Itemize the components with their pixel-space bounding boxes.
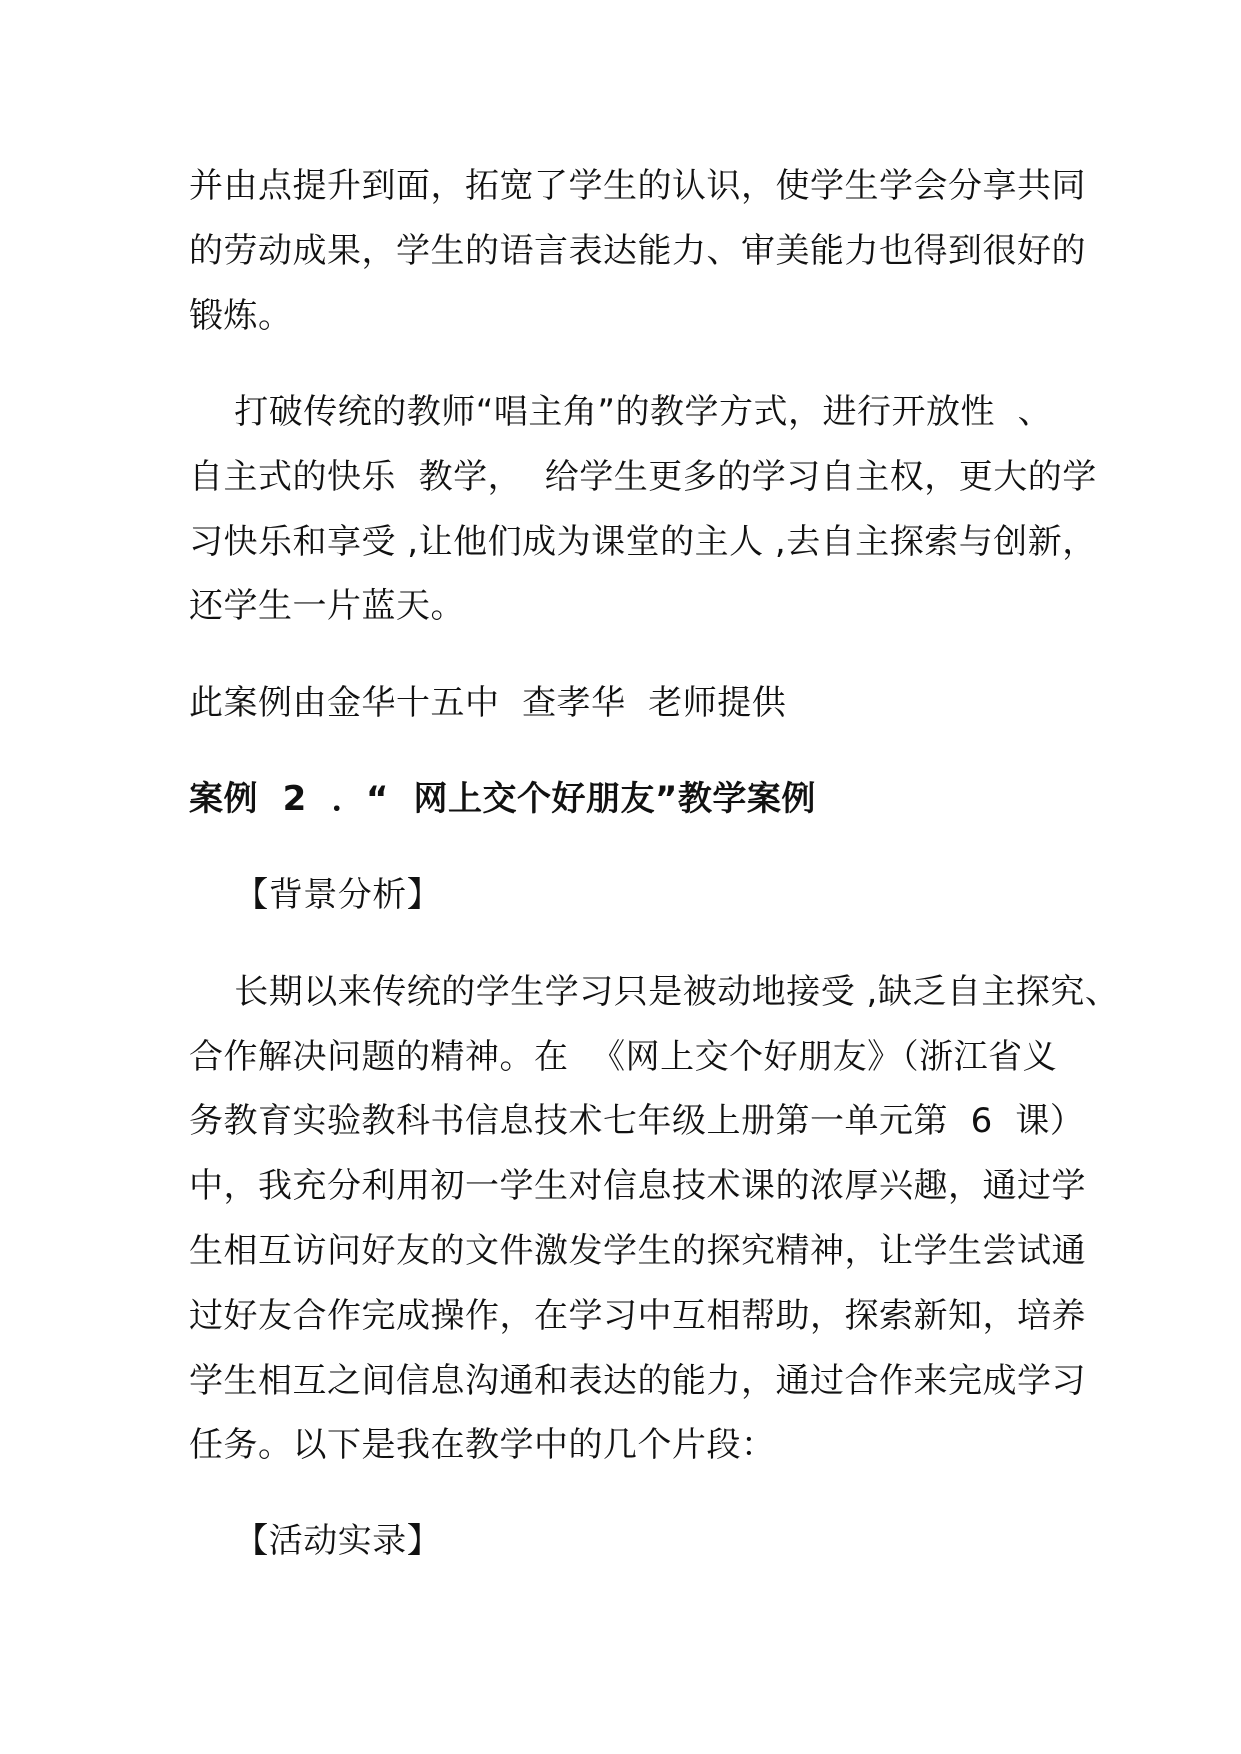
paragraph-2-line-2: 自主式的快乐 教学， 给学生更多的学习自主权，更大的学 — [189, 457, 1097, 497]
paragraph-3-line-3: 务教育实验教科书信息技术七年级上册第一单元第 6 课） — [189, 1101, 1085, 1141]
paragraph-3-line-8: 任务。以下是我在教学中的几个片段： — [189, 1425, 776, 1465]
paragraph-3-line-4: 中，我充分利用初一学生对信息技术课的浓厚兴趣，通过学 — [189, 1166, 1086, 1206]
activity-heading: 【活动实录】 — [189, 1521, 442, 1561]
paragraph-3-line-1: 长期以来传统的学生学习只是被动地接受 ,缺乏自主探究、 — [189, 972, 1120, 1012]
paragraph-2-line-3: 习快乐和享受 ,让他们成为课堂的主人 ,去自主探索与创新， — [189, 522, 1097, 562]
paragraph-1-line-1: 并由点提升到面，拓宽了学生的认识，使学生学会分享共同 — [189, 166, 1086, 206]
paragraph-3-line-2: 合作解决问题的精神。在 《网上交个好朋友》（浙江省义 — [189, 1037, 1058, 1077]
case-heading: 案例 2 ．“ 网上交个好朋友”教学案例 — [189, 779, 816, 819]
paragraph-1-line-2: 的劳动成果，学生的语言表达能力、审美能力也得到很好的 — [189, 231, 1086, 271]
paragraph-1-line-3: 锻炼。 — [189, 296, 293, 336]
paragraph-2-line-4: 还学生一片蓝天。 — [189, 586, 465, 626]
background-heading: 【背景分析】 — [189, 875, 442, 915]
credit-line: 此案例由金华十五中 查孝华 老师提供 — [189, 683, 787, 723]
paragraph-3-line-5: 生相互访问好友的文件激发学生的探究精神，让学生尝试通 — [189, 1231, 1086, 1271]
paragraph-2-line-1: 打破传统的教师“唱主角”的教学方式，进行开放性 、 — [189, 392, 1053, 432]
paragraph-3-line-6: 过好友合作完成操作，在学习中互相帮助，探索新知，培养 — [189, 1296, 1086, 1336]
paragraph-3-line-7: 学生相互之间信息沟通和表达的能力，通过合作来完成学习 — [189, 1361, 1086, 1401]
